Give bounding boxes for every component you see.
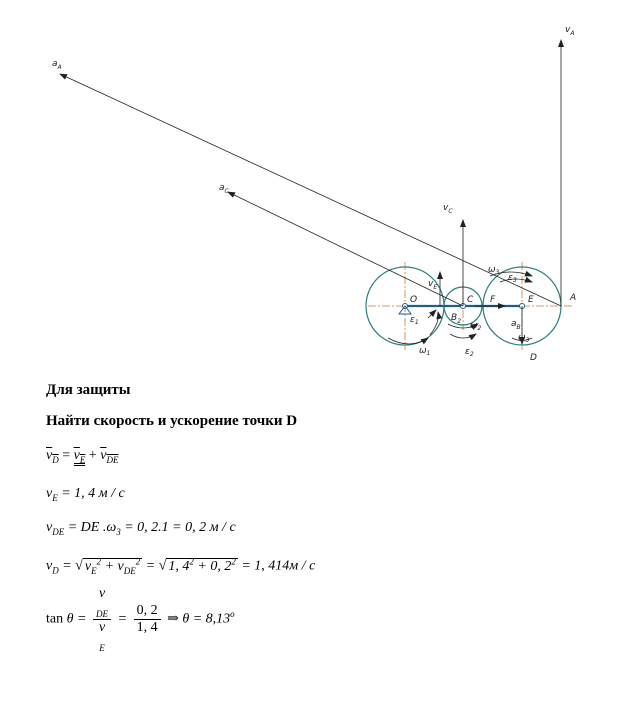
heading-defense: Для защиты	[46, 382, 131, 398]
label-aC: $a_C$	[219, 183, 229, 195]
formula-vector-sum: $v_D = v_E + v_{DE}$	[46, 448, 119, 465]
formula-ve: $v_E = 1$, 4 м / с	[46, 486, 125, 503]
label-vE: $v_E$	[428, 279, 438, 291]
label-e2: $\varepsilon_2$	[465, 347, 474, 358]
label-aA: $a_A$	[52, 59, 62, 71]
label-F: F	[490, 295, 496, 305]
label-e3: $\varepsilon_3$	[508, 273, 517, 284]
label-A: A	[570, 293, 577, 303]
vector-vO	[428, 310, 436, 318]
label-w2: $\omega_2$	[470, 321, 482, 332]
formula-vde: $v_{DE}$ = DE $.\omega_3 = 0$, 2.1 = 0, 2 м / с	[46, 520, 236, 537]
label-e1: $\varepsilon_1$	[410, 315, 419, 326]
vector-aA	[60, 74, 561, 306]
label-w3: $\omega_3$	[488, 265, 500, 276]
formula-vd: $v_D$ = √ $v_E^2 + v_{DE}^2$ = √ 1, $4^2 + 0$, $2^2 = 1$, 414м / с	[46, 556, 316, 576]
label-w1: $\omega_1$	[419, 346, 431, 357]
label-C: C	[467, 295, 474, 305]
label-vA: $v_A$	[565, 25, 575, 37]
arc-e2	[450, 334, 476, 338]
label-w3b: $\omega_3$	[518, 333, 530, 344]
label-D: D	[530, 353, 537, 363]
label-E: E	[528, 295, 534, 305]
label-B2: $B_2$	[451, 313, 462, 325]
label-vC: $v_C$	[443, 203, 453, 215]
formula-tan: tan θ = v $_{DE}$ v $_E$ = $\frac{0, 2}{1, 4}$ ⇒ $\theta = 8,13^o$	[46, 586, 235, 653]
heading-task: Найти скорость и ускорение точки D	[46, 413, 298, 429]
label-O: O	[410, 295, 418, 305]
label-aB: $a_B$	[511, 319, 521, 331]
